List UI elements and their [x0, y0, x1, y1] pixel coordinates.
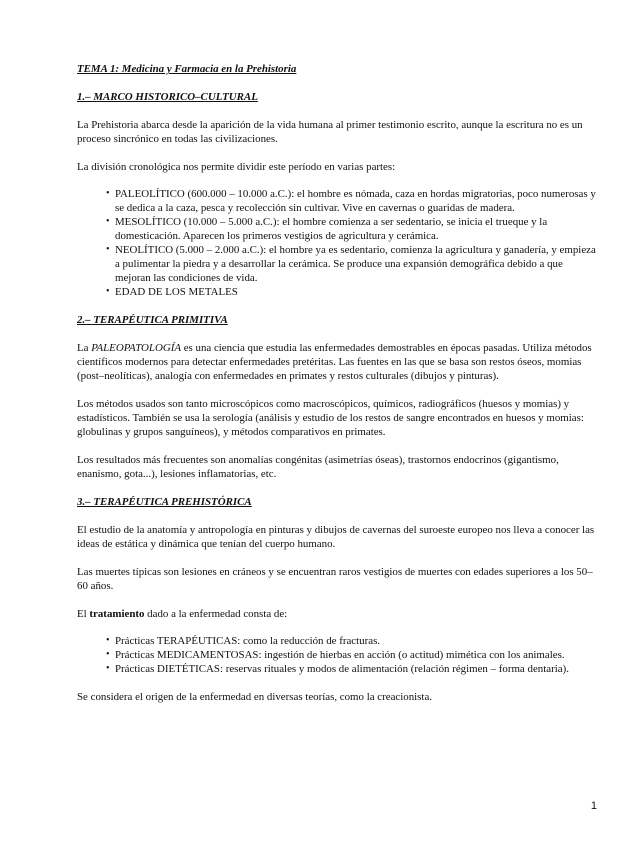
- bullet-icon: •: [106, 188, 110, 199]
- period-list: [77, 187, 598, 299]
- document-title: TEMA 1: Medicina y Farmacia en la Prehistoria: [77, 63, 297, 75]
- tratamiento-term: tratamiento: [89, 608, 145, 620]
- document-body: [77, 62, 598, 704]
- period-item-neolitico: • NEOLÍTICO (5.000 – 2.000 a.C.): el hombre ya es sedentario, comienza la agricultura y ganadería, y empieza a pulimentar la piedra y a desarrollar la cerámica. Se produce una expansión demográfica debido a que mejoran las condiciones de vida.: [106, 244, 596, 284]
- period-item-paleolitico: • PALEOLÍTICO (600.000 – 10.000 a.C.): el hombre es nómada, caza en hordas migratorias, poco numerosas y se dedica a la caza, pesca y recolección sin cultivar. Vive en cavernas o guaridas de madera.: [106, 188, 596, 214]
- practice-item-terapeuticas: • Prácticas TERAPÉUTICAS: como la reducción de fracturas.: [106, 635, 381, 647]
- section-3-paragraph-2: Las muertes típicas son lesiones en cráneos y se encuentran raros vestigios de muertes con edades superiores a los 50–60 años.: [77, 566, 593, 592]
- bullet-icon: •: [106, 649, 110, 660]
- bullet-icon: •: [106, 663, 110, 674]
- section-1-paragraph-2: La división cronológica nos permite dividir este período en varias partes:: [77, 161, 396, 173]
- practice-item-medicamentosas: • Prácticas MEDICAMENTOSAS: ingestión de hierbas en acción (o actitud) mimética con los animales.: [106, 649, 565, 661]
- section-2-paragraph-3: Los resultados más frecuentes son anomalías congénitas (asimetrías óseas), trastornos endocrinos (gigantismo, enanismo, gota...), lesiones inflamatorias, etc.: [77, 454, 559, 480]
- section-2-heading: 2.– TERAPÉUTICA PRIMITIVA: [77, 314, 228, 326]
- period-item-metales: • EDAD DE LOS METALES: [106, 286, 238, 298]
- bullet-icon: •: [106, 244, 110, 255]
- section-2-paragraph-1: La PALEOPATOLOGÍA es una ciencia que estudia las enfermedades demostrables en épocas pasadas. Utiliza métodos científicos modernos para detectar enfermedades pretéritas. Las fuentes en las que se basa son restos óseos, momias (post–neolíticas), analogía con enfermedades en primates y restos culturales (dibujos y pinturas).: [77, 342, 592, 382]
- page-number: 1: [590, 800, 597, 812]
- bullet-icon: •: [106, 286, 110, 297]
- practice-item-dieteticas: • Prácticas DIETÉTICAS: reservas rituales y modos de alimentación (relación régimen – forma dentaria).: [106, 663, 569, 675]
- section-1-heading: 1.– MARCO HISTORICO–CULTURAL: [77, 91, 258, 103]
- bullet-icon: •: [106, 635, 110, 646]
- section-1-paragraph-1: La Prehistoria abarca desde la aparición de la vida humana al primer testimonio escrito, aunque la escritura no es un proceso sincrónico en todas las civilizaciones.: [77, 119, 583, 145]
- section-3-paragraph-1: El estudio de la anatomía y antropología en pinturas y dibujos de cavernas del suroeste europeo nos lleva a conocer las ideas de estática y dinámica que tenían del cuerpo humano.: [77, 524, 595, 550]
- paleopatologia-term: PALEOPATOLOGÍA: [91, 342, 181, 354]
- section-2-paragraph-2: Los métodos usados son tanto microscópicos como macroscópicos, químicos, radiográficos (huesos y momias) y estadísticos. También se usa la serología (análisis y estudio de los restos de sangre encontrados en huesos y momias: globulinas y grupos sanguíneos), y métodos comparativos en primates.: [77, 398, 584, 438]
- section-3-paragraph-3: El tratamiento dado a la enfermedad consta de:: [77, 608, 288, 620]
- section-3-heading: 3.– TERAPÉUTICA PREHISTÓRICA: [77, 496, 252, 508]
- practices-list: [77, 634, 598, 676]
- bullet-icon: •: [106, 216, 110, 227]
- section-3-paragraph-4: Se considera el origen de la enfermedad en diversas teorías, como la creacionista.: [77, 691, 433, 703]
- period-item-mesolitico: • MESOLÍTICO (10.000 – 5.000 a.C.): el hombre comienza a ser sedentario, se inicia el trueque y la domesticación. Aparecen los primeros vestigios de agricultura y cerámica.: [106, 216, 548, 242]
